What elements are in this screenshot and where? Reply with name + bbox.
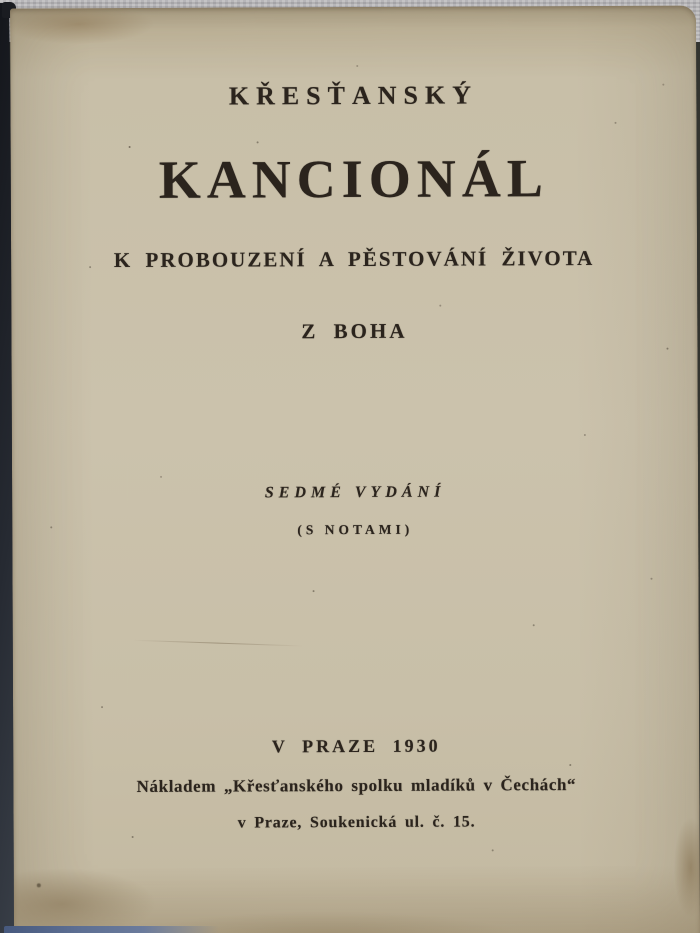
subtitle-line-1: K PROBOUZENÍ A PĚSTOVÁNÍ ŽIVOTA <box>113 245 595 273</box>
main-title: KANCIONÁL <box>158 148 549 210</box>
paper-page <box>10 6 700 933</box>
imprint-place-year: V PRAZE 1930 <box>271 735 441 757</box>
imprint-address: v Praze, Soukenická ul. č. 15. <box>237 813 476 832</box>
subtitle-line-2: Z BOHA <box>301 318 408 344</box>
printed-text <box>10 6 700 933</box>
imprint-publisher: Nákladem „Křesťanského spolku mladíků v Čechách“ <box>136 775 577 796</box>
edition-statement: SEDMÉ VYDÁNÍ <box>264 483 446 502</box>
cover-blue-edge <box>4 926 219 933</box>
edition-note: (S NOTAMI) <box>297 521 414 538</box>
series-title: KŘESŤANSKÝ <box>228 80 479 111</box>
